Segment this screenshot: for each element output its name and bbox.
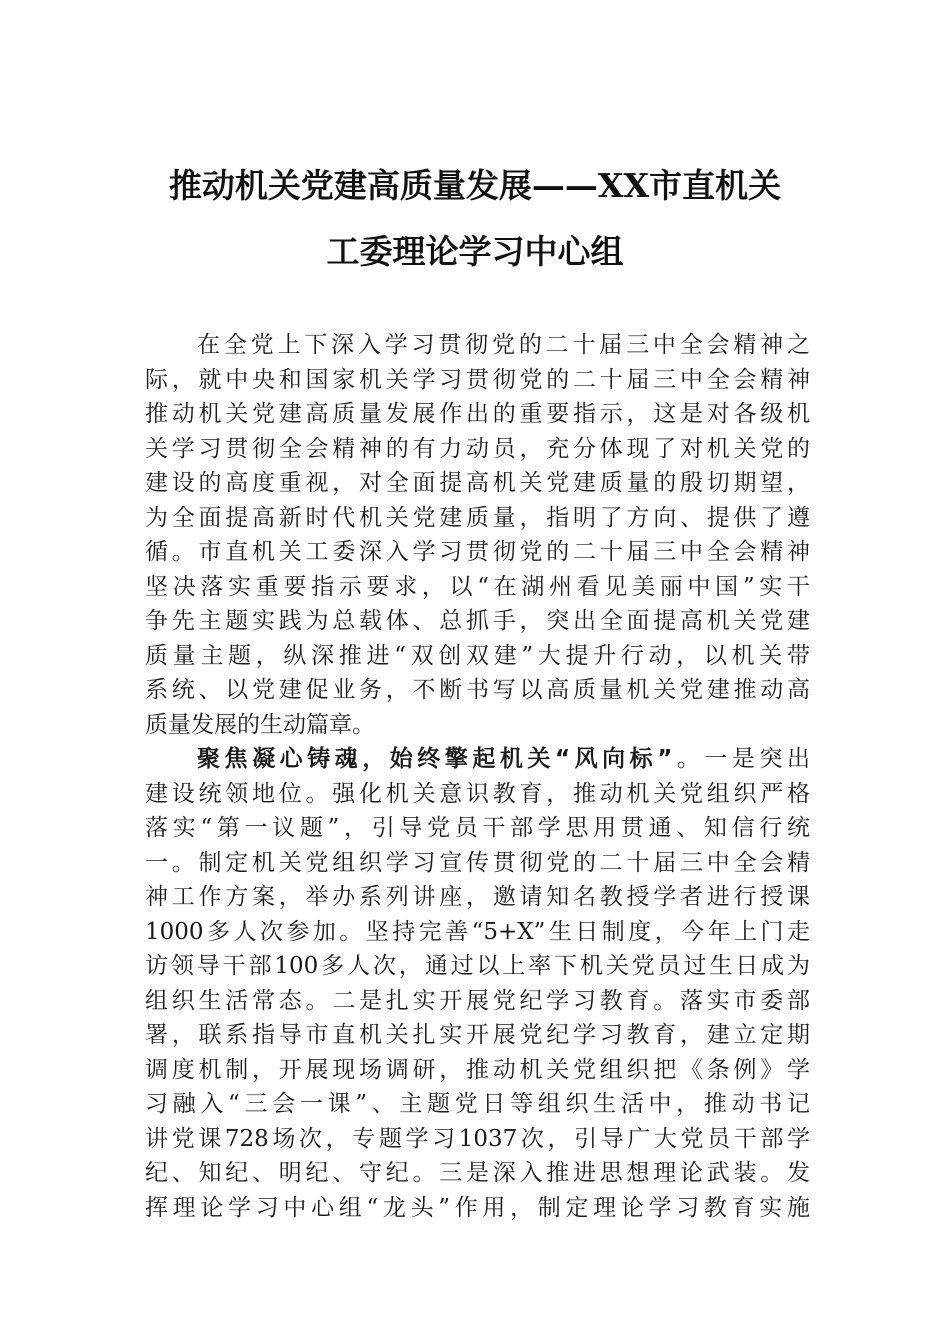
paragraph-1-line: 际，就中央和国家机关学习贯彻党的二十届三中全会精神 xyxy=(145,366,810,393)
paragraph-2-line: 访领导干部100多人次，通过以上率下机关党员过生日成为 xyxy=(145,953,810,979)
paragraph-1-line: 坚决落实重要指示要求，以“在湖州看见美丽中国”实干 xyxy=(145,573,810,600)
paragraph-2-line: 建设统领地位。强化机关意识教育，推动机关党组织严格 xyxy=(145,780,810,807)
paragraph-1-line: 争先主题实践为总载体、总抓手，突出全面提高机关党建 xyxy=(145,608,810,634)
paragraph-2-line: 挥理论学习中心组“龙头”作用，制定理论学习教育实施 xyxy=(145,1194,810,1221)
paragraph-2-line: 组织生活常态。二是扎实开展党纪学习教育。落实市委部 xyxy=(145,987,810,1014)
paragraph-1-line: 质量主题，纵深推进“双创双建”大提升行动，以机关带 xyxy=(145,642,810,669)
paragraph-1-line: 在全党上下深入学习贯彻党的二十届三中全会精神之 xyxy=(197,332,810,358)
document-body xyxy=(145,328,810,1225)
paragraph-2-line: 纪、知纪、明纪、守纪。三是深入推进思想理论武装。发 xyxy=(145,1160,810,1186)
paragraph-1-line: 建设的高度重视，对全面提高机关党建质量的殷切期望， xyxy=(145,470,810,496)
paragraph-2-line: 1000多人次参加。坚持完善“5+X”生日制度，今年上门走 xyxy=(145,918,810,945)
paragraph-1-line: 推动机关党建高质量发展作出的重要指示，这是对各级机 xyxy=(145,401,810,427)
paragraph-1-line: 循。市直机关工委深入学习贯彻党的二十届三中全会精神 xyxy=(145,539,810,565)
paragraph-2-first-line-rest: 。一是突出 xyxy=(672,746,811,772)
paragraph-1-line: 系统、以党建促业务，不断书写以高质量机关党建推动高 xyxy=(145,677,810,703)
paragraph-2-line: 一。制定机关党组织学习宣传贯彻党的二十届三中全会精 xyxy=(145,849,810,876)
paragraph-2-line: 讲党课728场次，专题学习1037次，引导广大党员干部学 xyxy=(145,1125,810,1152)
paragraph-1-line: 质量发展的生动篇章。 xyxy=(145,711,375,738)
paragraph-2-line: 调度机制，开展现场调研，推动机关党组织把《条例》学 xyxy=(145,1056,810,1083)
paragraph-2-first-line xyxy=(145,742,810,777)
paragraph-2-line: 落实“第一议题”，引导党员干部学思用贯通、知信行统 xyxy=(145,815,810,841)
paragraph-1-line: 为全面提高新时代机关党建质量，指明了方向、提供了遵 xyxy=(145,504,810,531)
paragraph-2-line: 神工作方案，举办系列讲座，邀请知名教授学者进行授课 xyxy=(145,884,810,910)
document-title-line-1: 推动机关党建高质量发展——XX市直机关 xyxy=(168,166,782,205)
paragraph-2-line: 署，联系指导市直机关扎实开展党纪学习教育，建立定期 xyxy=(145,1022,810,1048)
paragraph-2-line: 习融入“三会一课”、主题党日等组织生活中，推动书记 xyxy=(145,1091,810,1117)
paragraph-2-lead-heading: 聚焦凝心铸魂，始终擎起机关“风向标” xyxy=(197,746,673,772)
paragraph-1-line: 关学习贯彻全会精神的有力动员，充分体现了对机关党的 xyxy=(145,435,810,462)
document-title-line-2: 工委理论学习中心组 xyxy=(326,232,624,271)
